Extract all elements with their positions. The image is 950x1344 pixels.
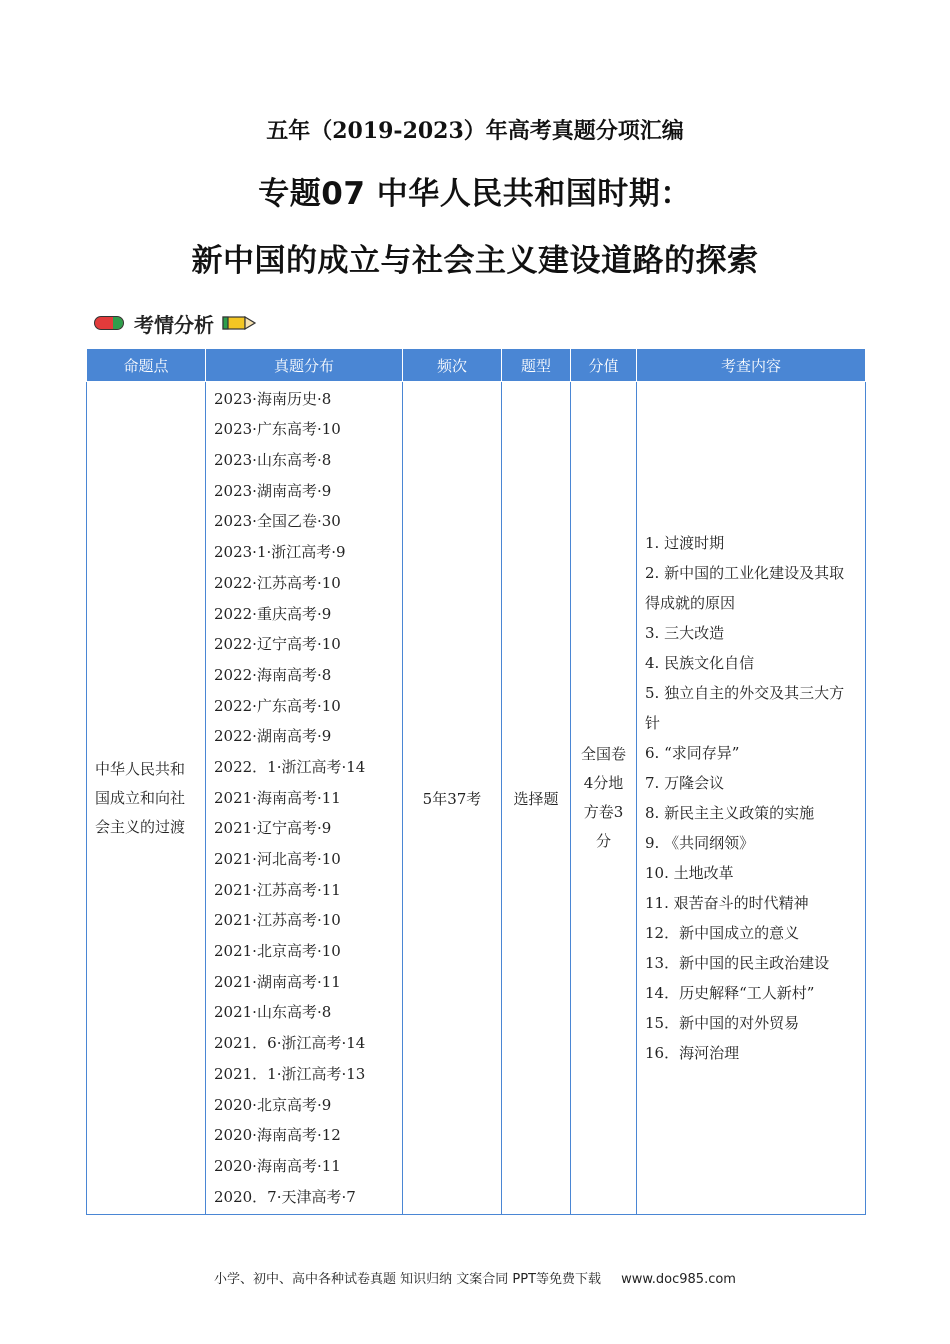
content-item: 15．新中国的对外贸易 [645, 1014, 800, 1032]
topic-point-cell: 中华人民共和国成立和向社会主义的过渡 [87, 382, 206, 1215]
distribution-item: 2020·北京高考·9 [214, 1095, 332, 1114]
content-item: 2. 新中国的工业化建设及其取得成就的原因 [645, 564, 845, 612]
column-header: 真题分布 [206, 349, 403, 382]
topic-title-line1: 专题07 中华人民共和国时期： [258, 176, 692, 212]
pencil-icon [222, 315, 256, 331]
footer [0, 1268, 950, 1287]
section-heading [94, 308, 256, 338]
column-header: 考查内容 [637, 349, 866, 382]
distribution-item: 2023·全国乙卷·30 [214, 512, 341, 531]
distribution-item: 2023·湖南高考·9 [214, 481, 332, 500]
distribution-item: 2023·山东高考·8 [214, 451, 332, 470]
content-item: 5. 独立自主的外交及其三大方针 [645, 684, 845, 732]
score-cell: 全国卷4分地方卷3分 [571, 382, 637, 1215]
frequency-cell: 5年37考 [403, 382, 502, 1215]
distribution-list [214, 384, 402, 1213]
pill-icon [94, 316, 124, 330]
distribution-item: 2021·山东高考·8 [214, 1003, 332, 1022]
content-item: 4. 民族文化自信 [645, 654, 755, 672]
distribution-item: 2020·海南高考·11 [214, 1156, 341, 1175]
distribution-item: 2020·海南高考·12 [214, 1126, 341, 1145]
table-row [87, 382, 866, 1215]
distribution-item: 2021·湖南高考·11 [214, 972, 341, 991]
content-item: 10. 土地改革 [645, 864, 734, 882]
content-item: 1. 过渡时期 [645, 534, 725, 552]
distribution-item: 2021·海南高考·11 [214, 788, 341, 807]
content-item: 16．海河治理 [645, 1044, 740, 1062]
table-header-row [87, 349, 866, 382]
distribution-item: 2021·北京高考·10 [214, 942, 341, 961]
column-header: 题型 [502, 349, 571, 382]
distribution-item: 2021·江苏高考·11 [214, 880, 341, 899]
distribution-item: 2022·辽宁高考·10 [214, 635, 341, 654]
distribution-item: 2021·河北高考·10 [214, 850, 341, 869]
content-item: 6. “求同存异” [645, 744, 740, 762]
series-title: 五年（2019-2023）年高考真题分项汇编 [266, 118, 684, 144]
footer-url[interactable]: www.doc985.com [621, 1272, 736, 1287]
content-item: 3. 三大改造 [645, 624, 725, 642]
distribution-item: 2021·江苏高考·10 [214, 911, 341, 930]
exam-analysis-table [86, 348, 866, 1215]
content-cell [637, 382, 866, 1215]
question-type-cell: 选择题 [502, 382, 571, 1215]
content-item: 7. 万隆会议 [645, 774, 725, 792]
content-item: 12．新中国成立的意义 [645, 924, 800, 942]
distribution-item: 2022·海南高考·8 [214, 665, 332, 684]
content-item: 14．历史解释“工人新村” [645, 984, 815, 1002]
distribution-item: 2022·江苏高考·10 [214, 573, 341, 592]
footer-text: 小学、初中、高中各种试卷真题 知识归纳 文案合同 PPT等免费下载 [214, 1272, 602, 1287]
content-item: 8. 新民主主义政策的实施 [645, 804, 815, 822]
distribution-item: 2021·辽宁高考·9 [214, 819, 332, 838]
content-item: 13．新中国的民主政治建设 [645, 954, 830, 972]
distribution-item: 2022．1·浙江高考·14 [214, 757, 366, 776]
distribution-item: 2021．6·浙江高考·14 [214, 1034, 366, 1053]
section-label: 考情分析 [134, 312, 214, 337]
distribution-item: 2022·重庆高考·9 [214, 604, 332, 623]
distribution-item: 2023·1·浙江高考·9 [214, 543, 346, 562]
content-item: 11. 艰苦奋斗的时代精神 [645, 894, 809, 912]
distribution-item: 2023·广东高考·10 [214, 420, 341, 439]
column-header: 命题点 [87, 349, 206, 382]
content-list [645, 528, 859, 1068]
distribution-item: 2020．7·天津高考·7 [214, 1187, 356, 1206]
column-header: 频次 [403, 349, 502, 382]
distribution-item: 2022·广东高考·10 [214, 696, 341, 715]
column-header: 分值 [571, 349, 637, 382]
content-item: 9. 《共同纲领》 [645, 834, 755, 852]
distribution-item: 2022·湖南高考·9 [214, 727, 332, 746]
topic-title-line2: 新中国的成立与社会主义建设道路的探索 [191, 243, 759, 279]
distribution-cell [206, 382, 403, 1215]
distribution-item: 2021．1·浙江高考·13 [214, 1064, 366, 1083]
distribution-item: 2023·海南历史·8 [214, 389, 332, 408]
